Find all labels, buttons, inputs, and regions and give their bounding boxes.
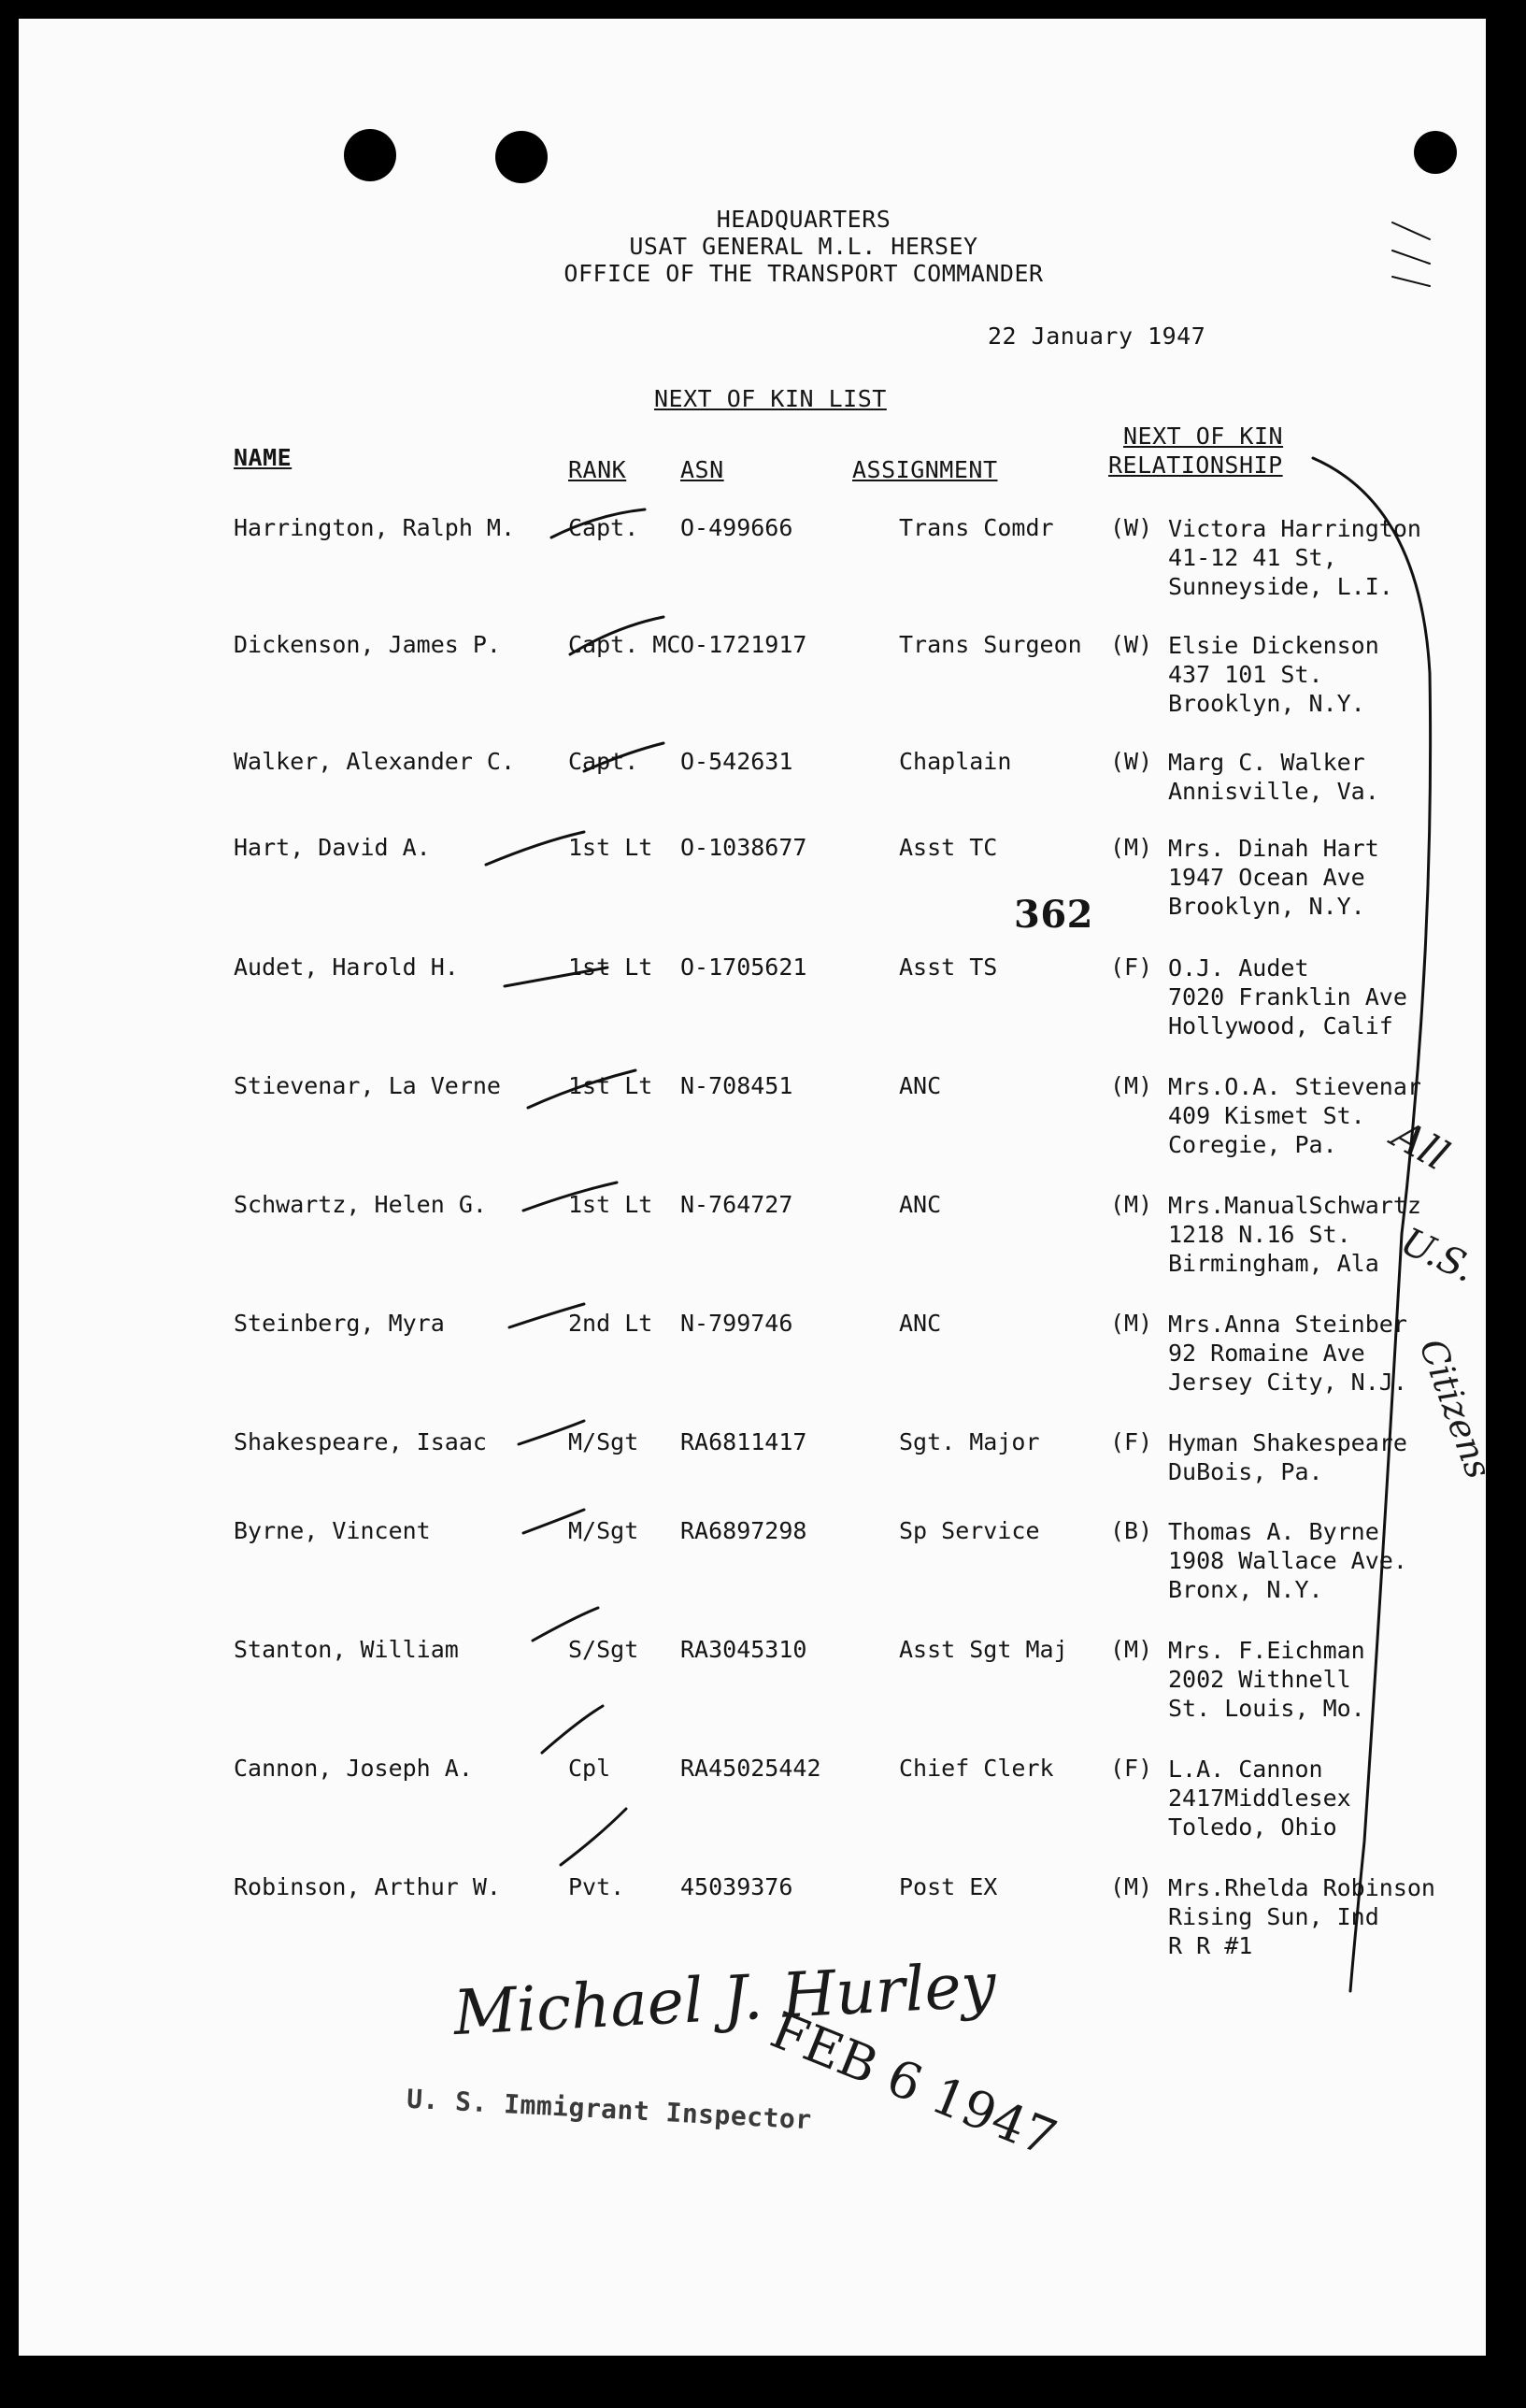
rank-cell: S/Sgt: [568, 1636, 639, 1663]
check-mark: [528, 1070, 635, 1108]
assignment-cell: Sp Service: [899, 1517, 1040, 1544]
name-cell: Shakespeare, Isaac: [234, 1428, 487, 1455]
relationship-cell: (M): [1110, 1072, 1153, 1099]
check-mark: [551, 509, 645, 538]
name-cell: Cannon, Joseph A.: [234, 1755, 473, 1782]
assignment-cell: Asst TS: [899, 953, 998, 981]
rank-cell: Capt.: [568, 514, 639, 541]
name-cell: Schwartz, Helen G.: [234, 1191, 487, 1218]
rank-cell: 1st Lt: [568, 953, 653, 981]
next-of-kin-line: Hollywood, Calif: [1168, 1012, 1393, 1039]
asn-cell: N-764727: [680, 1191, 793, 1218]
asn-cell: N-799746: [680, 1310, 793, 1337]
next-of-kin-line: 41-12 41 St,: [1168, 544, 1337, 571]
next-of-kin-line: 1908 Wallace Ave.: [1168, 1547, 1407, 1574]
relationship-cell: (M): [1110, 1636, 1153, 1663]
rank-cell: 1st Lt: [568, 834, 653, 861]
asn-cell: RA3045310: [680, 1636, 807, 1663]
assignment-cell: Trans Surgeon: [899, 631, 1082, 658]
next-of-kin-line: Hyman Shakespeare: [1168, 1429, 1407, 1456]
assignment-cell: Chief Clerk: [899, 1755, 1054, 1782]
next-of-kin-line: Sunneyside, L.I.: [1168, 573, 1393, 600]
asn-cell: O-499666: [680, 514, 793, 541]
rank-cell: Capt. MC: [568, 631, 681, 658]
header-line-2: USAT GENERAL M.L. HERSEY: [629, 233, 978, 260]
rank-cell: 1st Lt: [568, 1191, 653, 1218]
assignment-cell: Post EX: [899, 1873, 998, 1900]
side-note-word-3: Citizens: [1411, 1333, 1500, 1484]
date-stamp: FEB 6 1947: [763, 2000, 1065, 2169]
asn-cell: O-542631: [680, 748, 793, 775]
name-cell: Harrington, Ralph M.: [234, 514, 516, 541]
next-of-kin-line: Mrs.Rhelda Robinson: [1168, 1874, 1435, 1901]
next-of-kin-line: 409 Kismet St.: [1168, 1102, 1365, 1129]
check-mark: [486, 832, 584, 865]
asn-cell: RA6811417: [680, 1428, 807, 1455]
next-of-kin-line: Thomas A. Byrne: [1168, 1518, 1379, 1545]
relationship-cell: (W): [1110, 748, 1153, 775]
next-of-kin-line: Coregie, Pa.: [1168, 1131, 1337, 1158]
check-mark: [533, 1608, 598, 1641]
next-of-kin-line: L.A. Cannon: [1168, 1756, 1323, 1783]
name-cell: Byrne, Vincent: [234, 1517, 431, 1544]
assignment-cell: Asst Sgt Maj: [899, 1636, 1068, 1663]
next-of-kin-line: O.J. Audet: [1168, 954, 1309, 982]
column-header-assignment: ASSIGNMENT: [852, 456, 998, 483]
relationship-cell: (W): [1110, 631, 1153, 658]
asn-cell: 45039376: [680, 1873, 793, 1900]
next-of-kin-line: 7020 Franklin Ave: [1168, 983, 1407, 1010]
next-of-kin-line: Victora Harrington: [1168, 515, 1421, 542]
next-of-kin-line: 2002 Withnell: [1168, 1666, 1351, 1693]
document-date: 22 January 1947: [988, 322, 1206, 350]
side-bracket: [1313, 458, 1431, 1991]
check-mark: [509, 1304, 584, 1327]
next-of-kin-line: 437 101 St.: [1168, 661, 1323, 688]
name-cell: Dickenson, James P.: [234, 631, 501, 658]
name-cell: Audet, Harold H.: [234, 953, 459, 981]
next-of-kin-line: Mrs.Anna Steinber: [1168, 1311, 1407, 1338]
next-of-kin-line: Toledo, Ohio: [1168, 1813, 1337, 1841]
check-mark: [523, 1510, 584, 1533]
page-number: 362: [1014, 893, 1093, 937]
next-of-kin-line: Brooklyn, N.Y.: [1168, 893, 1365, 920]
next-of-kin-line: 92 Romaine Ave: [1168, 1340, 1365, 1367]
next-of-kin-line: Mrs.ManualSchwartz: [1168, 1192, 1421, 1219]
assignment-cell: Sgt. Major: [899, 1428, 1040, 1455]
rank-cell: M/Sgt: [568, 1428, 639, 1455]
check-mark: [542, 1706, 603, 1753]
column-header-asn: ASN: [680, 456, 724, 483]
relationship-cell: (M): [1110, 1873, 1153, 1900]
relationship-cell: (M): [1110, 834, 1153, 861]
relationship-cell: (F): [1110, 953, 1153, 981]
name-cell: Hart, David A.: [234, 834, 431, 861]
column-header-relationship: RELATIONSHIP: [1108, 452, 1283, 479]
header-line-1: HEADQUARTERS: [716, 206, 891, 233]
asn-cell: RA45025442: [680, 1755, 821, 1782]
assignment-cell: ANC: [899, 1310, 942, 1337]
next-of-kin-line: 1218 N.16 St.: [1168, 1221, 1351, 1248]
header-line-3: OFFICE OF THE TRANSPORT COMMANDER: [563, 260, 1044, 287]
asn-cell: O-1721917: [680, 631, 807, 658]
relationship-cell: (F): [1110, 1755, 1153, 1782]
check-mark: [561, 1809, 626, 1865]
rank-cell: Pvt.: [568, 1873, 625, 1900]
next-of-kin-line: Mrs. F.Eichman: [1168, 1637, 1365, 1664]
assignment-cell: Trans Comdr: [899, 514, 1054, 541]
column-header-rank: RANK: [568, 456, 627, 483]
name-cell: Robinson, Arthur W.: [234, 1873, 501, 1900]
next-of-kin-line: Birmingham, Ala: [1168, 1250, 1379, 1277]
next-of-kin-line: DuBois, Pa.: [1168, 1458, 1323, 1485]
next-of-kin-line: 1947 Ocean Ave: [1168, 864, 1365, 891]
rank-cell: Cpl: [568, 1755, 611, 1782]
rank-cell: Capt.: [568, 748, 639, 775]
next-of-kin-line: Mrs.O.A. Stievenar: [1168, 1073, 1421, 1100]
next-of-kin-line: Jersey City, N.J.: [1168, 1369, 1407, 1396]
asn-cell: RA6897298: [680, 1517, 807, 1544]
signature: Michael J. Hurley: [451, 1948, 998, 2050]
name-cell: Stievenar, La Verne: [234, 1072, 501, 1099]
next-of-kin-line: R R #1: [1168, 1932, 1253, 1959]
relationship-cell: (F): [1110, 1428, 1153, 1455]
rank-cell: M/Sgt: [568, 1517, 639, 1544]
document-page: [19, 19, 1500, 2356]
next-of-kin-line: Brooklyn, N.Y.: [1168, 690, 1365, 717]
name-cell: Steinberg, Myra: [234, 1310, 445, 1337]
column-header-name: NAME: [234, 444, 292, 471]
relationship-cell: (M): [1110, 1191, 1153, 1218]
name-cell: Stanton, William: [234, 1636, 459, 1663]
relationship-cell: (B): [1110, 1517, 1153, 1544]
assignment-cell: Chaplain: [899, 748, 1012, 775]
assignment-cell: Asst TC: [899, 834, 998, 861]
next-of-kin-line: Marg C. Walker: [1168, 749, 1365, 776]
rank-cell: 2nd Lt: [568, 1310, 653, 1337]
next-of-kin-line: Elsie Dickenson: [1168, 632, 1379, 659]
relationship-cell: (W): [1110, 514, 1153, 541]
next-of-kin-line: St. Louis, Mo.: [1168, 1695, 1365, 1722]
asn-cell: N-708451: [680, 1072, 793, 1099]
next-of-kin-line: 2417Middlesex: [1168, 1784, 1351, 1812]
check-mark: [519, 1421, 584, 1444]
relationship-cell: (M): [1110, 1310, 1153, 1337]
check-mark: [505, 968, 607, 986]
list-title: NEXT OF KIN LIST: [654, 385, 887, 412]
name-cell: Walker, Alexander C.: [234, 748, 516, 775]
next-of-kin-line: Mrs. Dinah Hart: [1168, 835, 1379, 862]
pen-marks: [19, 19, 1486, 2356]
inspector-stamp: U. S. Immigrant Inspector: [406, 2083, 813, 2136]
side-note-word-1: All: [1384, 1111, 1457, 1181]
assignment-cell: ANC: [899, 1072, 942, 1099]
side-note-word-2: U.S.: [1394, 1219, 1482, 1292]
asn-cell: O-1705621: [680, 953, 807, 981]
check-mark: [523, 1182, 617, 1211]
asn-cell: O-1038677: [680, 834, 807, 861]
header-tick: [1392, 222, 1430, 286]
column-header-kin: NEXT OF KIN: [1123, 423, 1284, 450]
check-mark: [584, 743, 663, 771]
next-of-kin-line: Rising Sun, Ind: [1168, 1903, 1379, 1930]
rank-cell: 1st Lt: [568, 1072, 653, 1099]
next-of-kin-line: Annisville, Va.: [1168, 778, 1379, 805]
check-mark: [570, 617, 663, 654]
next-of-kin-line: Bronx, N.Y.: [1168, 1576, 1323, 1603]
assignment-cell: ANC: [899, 1191, 942, 1218]
